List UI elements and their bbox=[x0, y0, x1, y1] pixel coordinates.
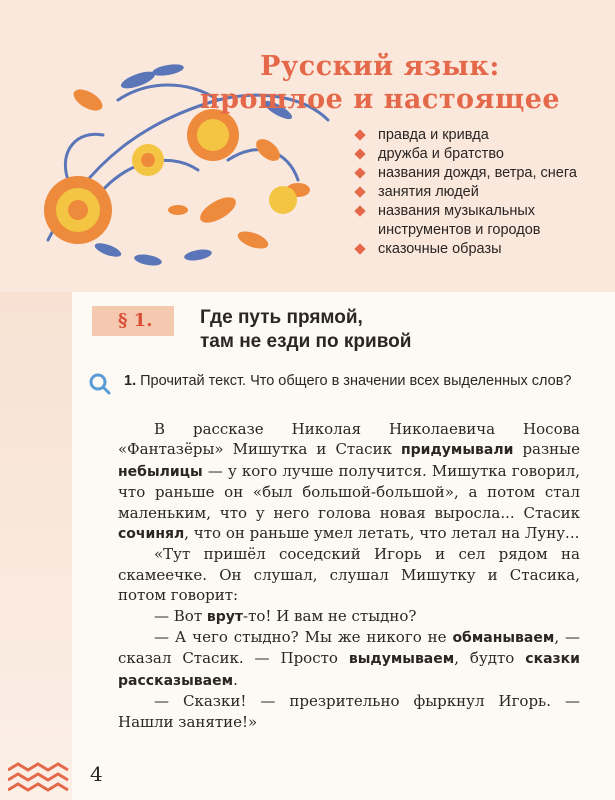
section-number-badge: § 1. bbox=[92, 306, 174, 336]
diamond-bullet-icon bbox=[354, 167, 365, 178]
text-run: , будто bbox=[454, 649, 526, 668]
topic-label: названия музыкальных инструментов и городов bbox=[378, 203, 541, 238]
text-paragraph bbox=[118, 627, 580, 691]
topic-label: занятия людей bbox=[378, 184, 479, 200]
chapter-title-line2: прошлое и настоящее bbox=[199, 84, 561, 115]
topic-item bbox=[352, 183, 592, 202]
highlighted-word: сочинял bbox=[118, 526, 185, 543]
topic-item bbox=[352, 240, 592, 259]
diamond-bullet-icon bbox=[354, 129, 365, 140]
highlighted-word: врут bbox=[206, 608, 244, 625]
text-paragraph: — Сказки! — презрительно фыркнул Игорь. — Нашли занятие!» bbox=[118, 692, 580, 731]
section-title bbox=[200, 306, 560, 354]
highlighted-word: выдумываем bbox=[348, 651, 455, 668]
diamond-bullet-icon bbox=[354, 205, 365, 216]
chapter-title-line1: Русский язык: bbox=[260, 51, 500, 82]
text-paragraph bbox=[118, 606, 580, 627]
diamond-bullet-icon bbox=[354, 186, 365, 197]
highlighted-word: придумывали bbox=[400, 442, 514, 459]
text-run: — А чего стыдно? Мы же никого не bbox=[154, 628, 453, 647]
diamond-bullet-icon bbox=[354, 148, 365, 159]
text-run: -то! И вам не стыдно? bbox=[243, 606, 417, 625]
topic-label: сказочные образы bbox=[378, 241, 502, 257]
zigzag-corner-ornament bbox=[8, 762, 70, 792]
topic-item bbox=[352, 126, 592, 145]
text-run: В рассказе Николая Николаевича Носова «Фантазёры» Мишутка и Стасик bbox=[118, 420, 580, 459]
chapter-topics-list bbox=[352, 126, 592, 259]
magnifier-question-icon bbox=[89, 373, 111, 395]
task-instruction bbox=[124, 372, 594, 391]
section-title-line2: там не езди по кривой bbox=[200, 331, 412, 352]
text-paragraph: «Тут пришёл соседский Игорь и сел рядом на скамеечке. Он слушал, слушал Мишутку и Стасика, потом говорит: bbox=[118, 545, 580, 605]
page-number: 4 bbox=[90, 762, 103, 786]
text-paragraph bbox=[118, 419, 580, 544]
text-run: — у кого лучше получится. Мишутка говорил, что раньше он «был большой-большой», а потом стал маленьким, что у него голова новая выросла... Стасик bbox=[118, 461, 580, 522]
topic-item bbox=[352, 202, 592, 240]
highlighted-word: небылицы bbox=[118, 463, 203, 480]
highlighted-word: сказки рассказываем bbox=[118, 651, 580, 689]
section-title-line1: Где путь прямой, bbox=[200, 307, 363, 328]
diamond-bullet-icon bbox=[354, 243, 365, 254]
task-number: 1. bbox=[124, 373, 137, 389]
highlighted-word: обманываем bbox=[452, 630, 555, 647]
text-run: , что он раньше умел летать, что летал на Луну... bbox=[184, 524, 580, 543]
topic-item bbox=[352, 164, 592, 183]
text-run: — Вот bbox=[154, 606, 207, 625]
text-run: разные bbox=[513, 440, 580, 459]
topic-item bbox=[352, 145, 592, 164]
text-run: , — сказал Стасик. — Просто bbox=[118, 628, 580, 668]
topic-label: названия дождя, ветра, снега bbox=[378, 165, 577, 181]
text-run: . bbox=[233, 670, 238, 689]
chapter-title bbox=[170, 50, 590, 116]
task-text: Прочитай текст. Что общего в значении всех выделенных слов? bbox=[140, 373, 572, 389]
topic-label: правда и кривда bbox=[378, 127, 489, 143]
topic-label: дружба и братство bbox=[378, 146, 504, 162]
reading-text bbox=[118, 419, 580, 732]
